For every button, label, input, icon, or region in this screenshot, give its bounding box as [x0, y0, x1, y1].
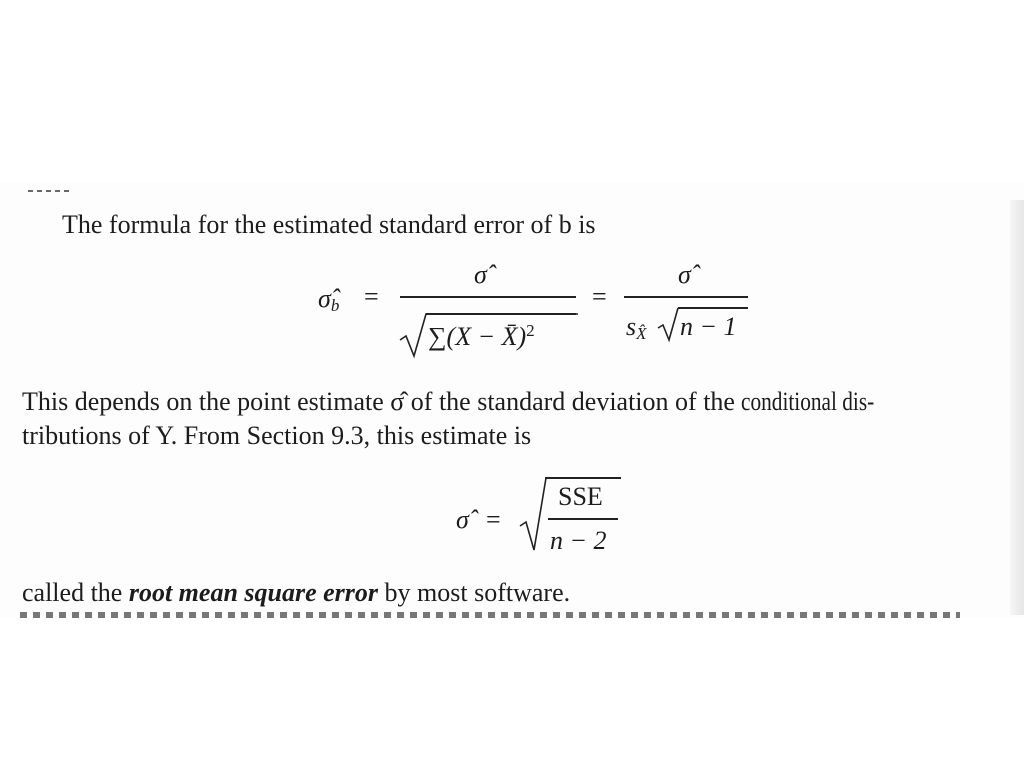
numerator-sigma-hat-2: σ̂ — [678, 260, 691, 289]
depends-sentence-line-2: tributions of Y. From Section 9.3, this estimate is — [22, 421, 532, 450]
radical-overline-2 — [678, 307, 748, 309]
sigma-hat-lhs: σ̂ — [456, 505, 469, 534]
emphasized-term: root mean square error — [128, 578, 379, 607]
equals-sign-1: = — [364, 282, 379, 311]
radical-sign-3 — [518, 476, 548, 552]
denominator-n-minus-1: n − 1 — [680, 312, 737, 341]
numerator-sigma-hat-1: σ̂ — [474, 260, 487, 289]
page-edge-shadow — [1010, 200, 1024, 615]
hyphenated-word-fragment: conditional dis- — [741, 387, 875, 416]
cut-off-text-fragment — [28, 190, 90, 198]
equals-sign-3: = — [486, 505, 501, 534]
radical-overline-1 — [426, 313, 576, 315]
radical-overline-3 — [545, 477, 621, 479]
denominator-sum: ∑(X − X̄)$^2$ — [428, 321, 535, 351]
intro-text: The formula for the estimated standard error of b is — [62, 210, 596, 239]
depends-sentence-line-1: This depends on the point estimate σ̂ of the standard deviation of the conditional dis- — [22, 387, 875, 416]
fraction-bar-1 — [400, 296, 576, 298]
called-sentence: called the root mean square error by most software. — [22, 578, 571, 607]
cut-off-next-line — [20, 612, 960, 618]
sigma-b-hat: $\sigmâ_b$ — [318, 284, 340, 315]
numerator-sse: SSE — [558, 482, 603, 511]
equals-sign-2: = — [592, 282, 607, 311]
fraction-bar-2 — [624, 296, 748, 298]
intro-sentence — [62, 212, 596, 238]
fraction-bar-3 — [548, 518, 618, 520]
denominator-n-minus-2: n − 2 — [550, 526, 607, 555]
denominator-s-x: $s_{X̂}$ — [626, 312, 647, 343]
